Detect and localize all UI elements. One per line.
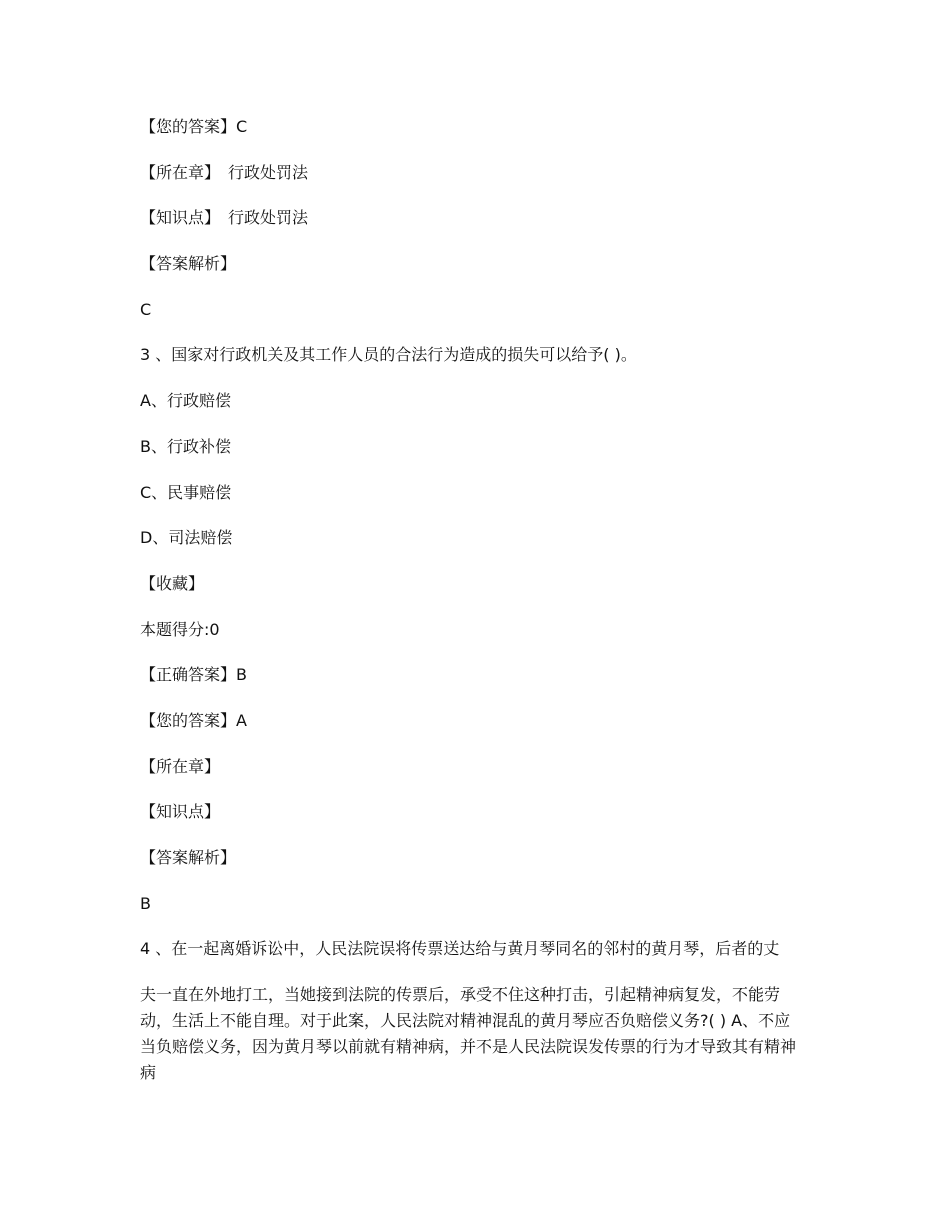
favorite-link[interactable]: 【收藏】 — [140, 573, 205, 593]
knowledge-point-line — [140, 205, 840, 231]
knowledge-point-label: 【知识点】 — [140, 802, 221, 822]
knowledge-point-value: 行政处罚法 — [228, 208, 309, 228]
option-d: D、司法赔偿 — [140, 528, 233, 548]
question-4-text: 4 、在一起离婚诉讼中，人民法院误将传票送达给与黄月琴同名的邻村的黄月琴，后者的丈 — [140, 939, 780, 959]
chapter-label: 【所在章】 — [140, 162, 221, 182]
option-b: B、行政补偿 — [140, 436, 231, 456]
answer-analysis-value: B — [140, 893, 151, 913]
chapter-label: 【所在章】 — [140, 756, 221, 776]
chapter-value: 行政处罚法 — [228, 162, 309, 182]
question-score: 本题得分:0 — [140, 619, 220, 639]
answer-analysis-label: 【答案解析】 — [140, 254, 237, 274]
correct-answer-line: 【正确答案】B — [140, 665, 247, 685]
answer-analysis-value: C — [140, 299, 152, 319]
document-page — [140, 114, 840, 1106]
question-4-continuation: 夫一直在外地打工，当她接到法院的传票后，承受不住这种打击，引起精神病复发，不能劳动，生活上不能自理。对于此案，人民法院对精神混乱的黄月琴应否负赔偿义务?( ) A、不应当负赔偿义务，因为黄月琴以前就有精神病，并不是人民法院误发传票的行为才导致其有精神病 — [140, 985, 797, 1083]
your-answer-line: 【您的答案】A — [140, 710, 247, 730]
option-c: C、民事赔偿 — [140, 482, 232, 502]
option-a: A、行政赔偿 — [140, 391, 231, 411]
answer-analysis-label: 【答案解析】 — [140, 848, 237, 867]
knowledge-point-label: 【知识点】 — [140, 208, 221, 228]
your-answer-line: 【您的答案】C — [140, 117, 248, 136]
chapter-line — [140, 160, 840, 186]
question-3-text: 3 、国家对行政机关及其工作人员的合法行为造成的损失可以给予( )。 — [140, 345, 637, 365]
